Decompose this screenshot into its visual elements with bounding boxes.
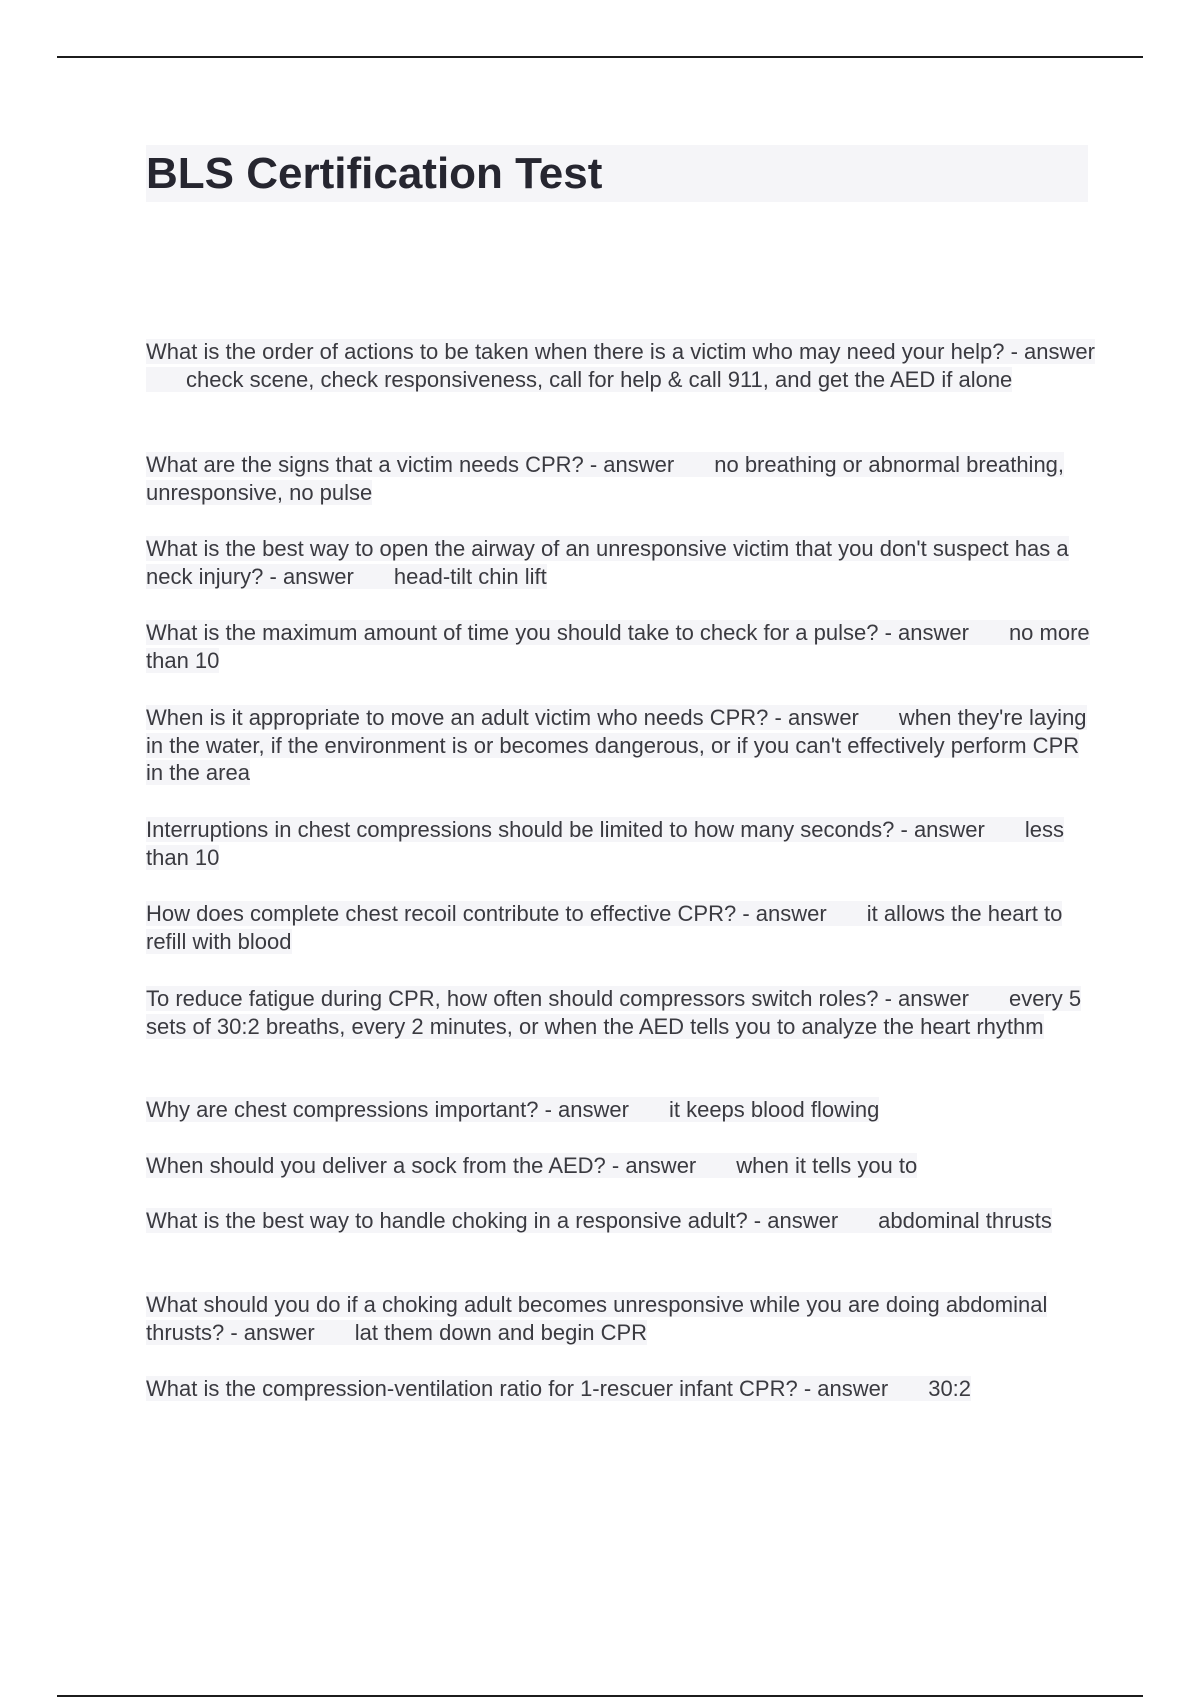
question-text: What is the best way to open the airway of an unresponsive victim that you don't suspect has a neck injury? - answer: [146, 536, 1069, 589]
answer-text: no breathing or abnormal breathing, unresponsive, no pulse: [146, 452, 1065, 505]
question-text: What is the best way to handle choking in a responsive adult? - answer: [146, 1208, 839, 1233]
qa-item: [146, 535, 1096, 590]
answer-text: it allows the heart to refill with blood: [146, 901, 1063, 954]
question-text: Interruptions in chest compressions should be limited to how many seconds? - answer: [146, 817, 985, 842]
question-text: What are the signs that a victim needs CPR? - answer: [146, 452, 675, 477]
qa-item: [146, 704, 1096, 787]
answer-text: abdominal thrusts: [878, 1208, 1052, 1233]
question-text: What should you do if a choking adult becomes unresponsive while you are doing abdominal thrusts? - answer: [146, 1292, 1048, 1345]
answer-text: no more than 10: [146, 620, 1090, 673]
qa-item: [146, 451, 1096, 506]
answer-text: less than 10: [146, 817, 1064, 870]
question-text: What is the compression-ventilation ratio for 1-rescuer infant CPR? - answer: [146, 1376, 889, 1401]
qa-item: [146, 1152, 1096, 1180]
answer-text: when it tells you to: [736, 1153, 918, 1178]
question-text: How does complete chest recoil contribute to effective CPR? - answer: [146, 901, 827, 926]
answer-text: head-tilt chin lift: [393, 563, 547, 589]
question-text: When should you deliver a sock from the AED? - answer: [146, 1153, 697, 1178]
question-text: To reduce fatigue during CPR, how often should compressors switch roles? - answer: [146, 986, 969, 1011]
qa-item: [146, 1207, 1096, 1235]
qa-item: [146, 816, 1096, 871]
qa-item: [146, 985, 1096, 1040]
answer-text: when they're laying in the water, if the environment is or becomes dangerous, or if you can't effectively perform CPR in the area: [146, 705, 1087, 785]
answer-text: check scene, check responsiveness, call for help & call 911, and get the AED if alone: [186, 366, 1013, 392]
answer-text: lat them down and begin CPR: [354, 1319, 648, 1345]
document-title: BLS Certification Test: [146, 149, 603, 198]
top-rule: [57, 56, 1143, 58]
question-text: When is it appropriate to move an adult victim who needs CPR? - answer: [146, 705, 859, 730]
answer-text: 30:2: [928, 1376, 972, 1401]
answer-text: every 5 sets of 30:2 breaths, every 2 minutes, or when the AED tells you to analyze the heart rhythm: [146, 986, 1082, 1039]
question-text: What is the maximum amount of time you should take to check for a pulse? - answer: [146, 620, 969, 645]
qa-item: [146, 1096, 1096, 1124]
qa-item: [146, 900, 1096, 955]
qa-item: [146, 1375, 1096, 1403]
question-text: Why are chest compressions important? - answer: [146, 1097, 629, 1122]
question-text: What is the order of actions to be taken when there is a victim who may need your help? - answer: [146, 339, 1095, 364]
answer-text: it keeps blood flowing: [668, 1097, 880, 1122]
qa-item: [146, 338, 1096, 393]
bottom-rule: [57, 1695, 1143, 1697]
qa-item: [146, 1291, 1096, 1346]
qa-item: [146, 619, 1096, 674]
